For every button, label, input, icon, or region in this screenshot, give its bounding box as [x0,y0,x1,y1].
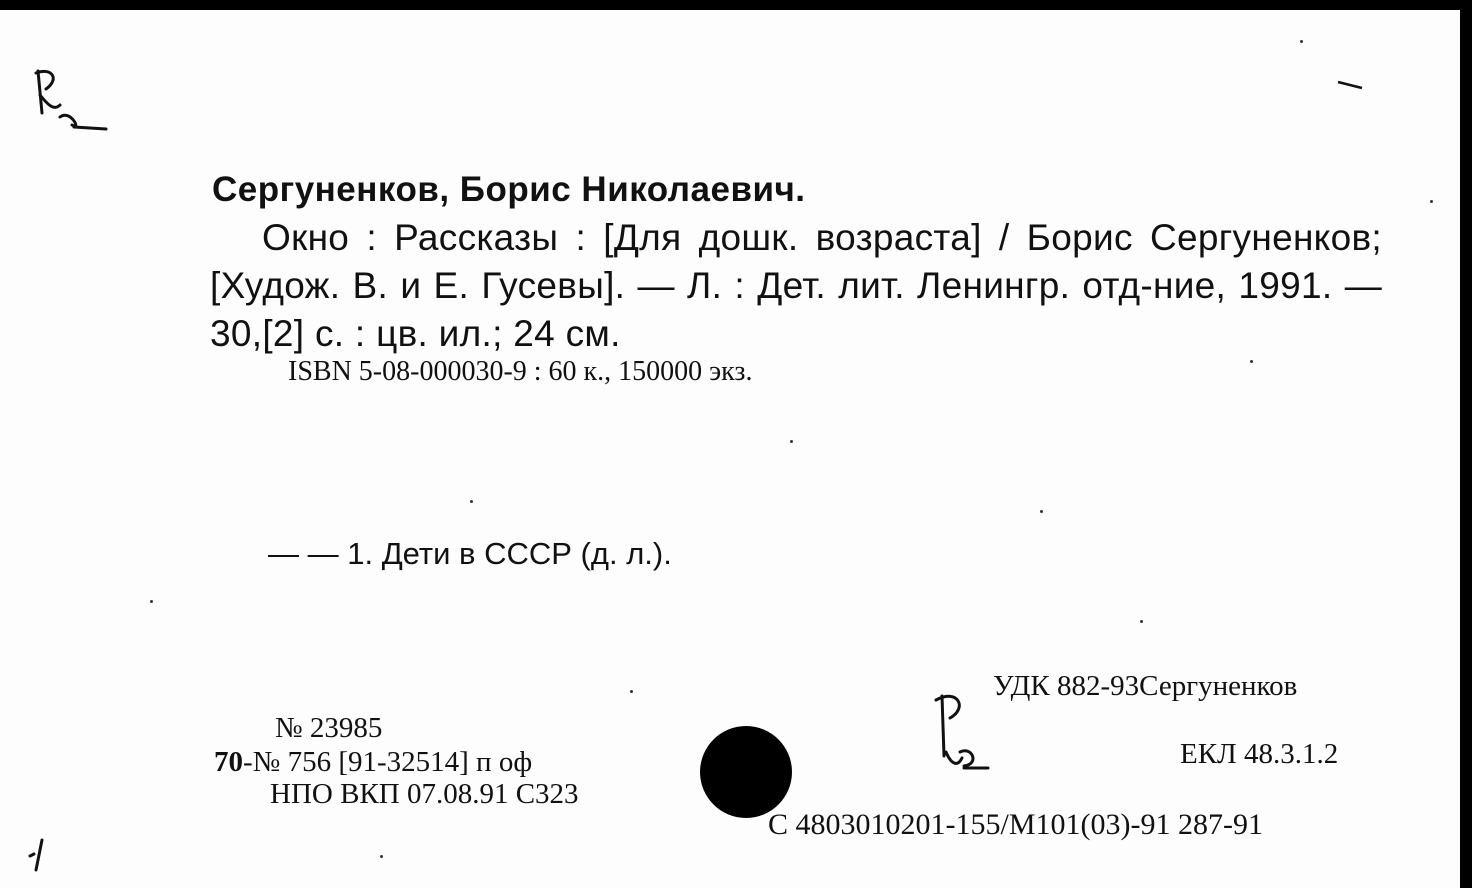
black-punch-dot [700,726,792,818]
scan-speck [1300,40,1303,43]
scan-speck [1430,200,1433,203]
isbn-line: ISBN 5-08-000030-9 : 60 к., 150000 экз. [288,356,753,387]
scan-dash [1336,78,1366,92]
handwritten-mark-top [30,65,110,137]
print-house-line: НПО ВКП 07.08.91 С323 [270,778,579,810]
scan-speck [630,690,633,693]
scan-speck [1250,360,1253,363]
subject-heading: — — 1. Дети в СССР (д. л.). [268,536,672,571]
scan-speck [1140,620,1143,623]
udk-code: УДК 882-93Сергуненков [993,670,1298,702]
scan-speck [380,855,383,858]
handwritten-mark-udk [928,686,992,774]
scan-speck [790,440,793,443]
catalog-number: С 4803010201-155/М101(03)-91 287-91 [768,808,1263,841]
bibliographic-description: Окно : Рассказы : [Для дошк. возраста] / Борис Сергуненков; [Худож. В. и Е. Гусевы]. — Л. : Дет. лит. Ленингр. отд-ние, 1991. — 30,[2] с. : цв. ил.; 24 см. [210,217,1382,354]
handwritten-tick [28,836,52,876]
ekl-code: ЕКЛ 48.3.1.2 [1180,738,1339,770]
author-heading: Сергуненков, Борис Николаевич. [212,170,806,209]
print-number: № 23985 [275,712,383,744]
print-order-line [214,746,532,779]
scan-speck [1040,510,1043,513]
print-lead: 70 [214,746,243,778]
scan-speck [150,600,153,603]
scan-speck [470,500,473,503]
print-order: -№ 756 [91-32514] п оф [243,746,533,778]
